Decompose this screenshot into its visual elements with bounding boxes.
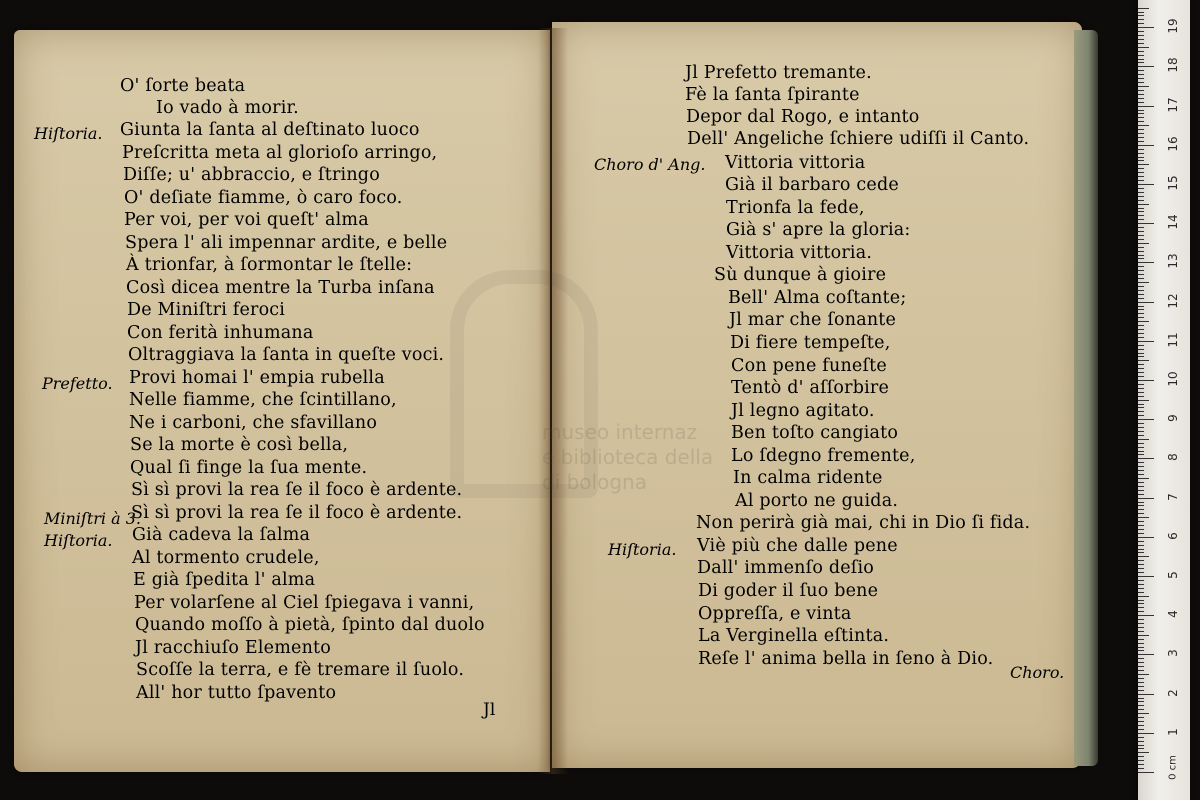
ruler-tick xyxy=(1138,329,1144,330)
verse-line: Vittoria vittoria xyxy=(725,153,866,173)
verse-line: Ne i carboni, che sfavillano xyxy=(129,413,378,433)
verse-line: Jl Prefetto tremante. xyxy=(685,63,872,83)
verse-line: Nelle fiamme, che ſcintillano, xyxy=(129,390,397,410)
verse-line: All' hor tutto ſpavento xyxy=(136,683,337,703)
ruler-tick xyxy=(1138,145,1154,146)
ruler-tick xyxy=(1138,102,1144,103)
verse-line: O' deſiate fiamme, ò caro foco. xyxy=(124,188,403,208)
ruler-tick xyxy=(1138,686,1144,687)
ruler-tick xyxy=(1138,584,1144,585)
ruler-tick xyxy=(1138,66,1154,67)
ruler-tick xyxy=(1138,564,1144,565)
ruler-tick xyxy=(1138,509,1144,510)
ruler-tick xyxy=(1138,235,1144,236)
ruler-tick xyxy=(1138,596,1149,597)
verse-line: Già cadeva la ſalma xyxy=(132,525,311,545)
ruler-tick xyxy=(1138,741,1144,742)
ruler-tick xyxy=(1138,168,1144,169)
ruler-tick xyxy=(1138,380,1154,381)
ruler-tick xyxy=(1138,451,1144,452)
ruler-tick xyxy=(1138,533,1144,534)
ruler-tick xyxy=(1138,768,1144,769)
ruler-tick xyxy=(1138,690,1144,691)
ruler-tick xyxy=(1138,623,1144,624)
ruler-tick xyxy=(1138,313,1144,314)
verse-line: Viè più che dalle pene xyxy=(697,536,898,556)
ruler-tick xyxy=(1138,70,1144,71)
ruler-tick xyxy=(1138,647,1144,648)
ruler-tick xyxy=(1138,82,1144,83)
ruler-tick xyxy=(1138,552,1144,553)
book-gutter xyxy=(538,28,568,774)
ruler-tick xyxy=(1138,282,1149,283)
ruler-number: 3 xyxy=(1166,649,1180,658)
ruler-tick xyxy=(1138,580,1144,581)
ruler-tick xyxy=(1138,678,1144,679)
ruler-tick xyxy=(1138,317,1144,318)
ruler-tick xyxy=(1138,545,1144,546)
ruler-tick xyxy=(1138,196,1144,197)
ruler-number: 4 xyxy=(1166,610,1180,619)
ruler-tick xyxy=(1138,364,1144,365)
verse-line: Jl racchiuſo Elemento xyxy=(135,638,332,658)
ruler-tick xyxy=(1138,482,1144,483)
verse-line: Io vado à morir. xyxy=(156,98,299,118)
ruler-tick xyxy=(1138,309,1144,310)
ruler-tick xyxy=(1138,23,1144,24)
verse-line: Provi homai l' empia rubella xyxy=(129,368,385,388)
ruler-tick xyxy=(1138,90,1144,91)
verse-line: Ben toſto cangiato xyxy=(731,423,899,443)
ruler-tick xyxy=(1138,486,1144,487)
ruler-tick xyxy=(1138,333,1144,334)
ruler-tick xyxy=(1138,407,1144,408)
ruler-tick xyxy=(1138,505,1144,506)
ruler-tick xyxy=(1138,188,1144,189)
ruler-tick xyxy=(1138,748,1144,749)
ruler-tick xyxy=(1138,278,1144,279)
ruler-tick xyxy=(1138,521,1144,522)
ruler-tick xyxy=(1138,266,1144,267)
verse-line: In calma ridente xyxy=(733,468,883,488)
ruler-tick xyxy=(1138,325,1144,326)
speaker-label: Choro d' Ang. xyxy=(594,155,706,174)
ruler-tick xyxy=(1138,160,1144,161)
ruler-tick xyxy=(1138,650,1144,651)
ruler-tick xyxy=(1138,717,1144,718)
ruler-number: 10 xyxy=(1166,371,1180,387)
speaker-label: Hiſtoria. xyxy=(44,531,113,550)
ruler-tick xyxy=(1138,219,1144,220)
ruler-number: 6 xyxy=(1166,531,1180,540)
ruler-number: 11 xyxy=(1166,332,1180,348)
ruler-tick xyxy=(1138,494,1144,495)
verse-line: Giunta la ſanta al deſtinato luoco xyxy=(120,120,420,140)
ruler-tick xyxy=(1138,756,1144,757)
verse-line: Bell' Alma coſtante; xyxy=(728,288,907,308)
ruler-tick xyxy=(1138,133,1144,134)
ruler-tick xyxy=(1138,98,1144,99)
ruler-tick xyxy=(1138,541,1144,542)
ruler-tick xyxy=(1138,251,1144,252)
ruler-tick xyxy=(1138,513,1144,514)
verse-line: Quando moſſo à pietà, ſpinto dal duolo xyxy=(135,615,485,635)
verse-line: Diſſe; u' abbraccio, e ſtringo xyxy=(123,165,380,185)
ruler-tick xyxy=(1138,227,1144,228)
ruler-tick xyxy=(1138,180,1144,181)
verse-line: Reſe l' anima bella in ſeno à Dio. xyxy=(698,649,994,669)
ruler-tick xyxy=(1138,384,1144,385)
ruler-number: 14 xyxy=(1166,214,1180,230)
ruler-tick xyxy=(1138,153,1144,154)
ruler-tick xyxy=(1138,537,1154,538)
ruler-tick xyxy=(1138,47,1149,48)
catchword: Jl xyxy=(483,700,496,720)
ruler-tick xyxy=(1138,243,1149,244)
ruler-tick xyxy=(1138,462,1144,463)
ruler-tick xyxy=(1138,86,1149,87)
verse-line: Non perirà già mai, chi in Dio ſi fida. xyxy=(696,513,1031,533)
ruler-tick xyxy=(1138,733,1154,734)
ruler-number: 16 xyxy=(1166,136,1180,152)
ruler-tick xyxy=(1138,588,1144,589)
verse-line: Se la morte è così bella, xyxy=(130,435,349,455)
ruler-tick xyxy=(1138,129,1144,130)
ruler-tick xyxy=(1138,360,1149,361)
ruler-tick xyxy=(1138,392,1144,393)
ruler-tick xyxy=(1138,729,1144,730)
ruler-tick xyxy=(1138,576,1154,577)
ruler-tick xyxy=(1138,15,1144,16)
ruler-number: 2 xyxy=(1166,688,1180,697)
ruler-tick xyxy=(1138,208,1144,209)
ruler-tick xyxy=(1138,423,1144,424)
verse-line: Fè la ſanta ſpirante xyxy=(685,85,860,105)
ruler-tick xyxy=(1138,635,1149,636)
ruler-tick xyxy=(1138,415,1144,416)
ruler-tick xyxy=(1138,353,1144,354)
ruler-tick xyxy=(1138,439,1149,440)
verse-line: Vittoria vittoria. xyxy=(726,243,873,263)
ruler-tick xyxy=(1138,290,1144,291)
ruler-tick xyxy=(1138,200,1144,201)
ruler-tick xyxy=(1138,78,1144,79)
ruler-tick xyxy=(1138,549,1144,550)
verse-line: Con pene funeſte xyxy=(731,356,887,376)
ruler-tick xyxy=(1138,400,1149,401)
ruler-tick xyxy=(1138,658,1144,659)
ruler-tick xyxy=(1138,51,1144,52)
ruler-tick xyxy=(1138,431,1144,432)
ruler-tick xyxy=(1138,137,1144,138)
ruler-tick xyxy=(1138,341,1154,342)
ruler-tick xyxy=(1138,705,1144,706)
verse-line: Spera l' ali impennar ardite, e belle xyxy=(125,233,448,253)
speaker-label: Hiſtoria. xyxy=(608,540,677,559)
ruler-tick xyxy=(1138,204,1149,205)
ruler-tick xyxy=(1138,8,1149,9)
ruler-tick xyxy=(1138,157,1144,158)
ruler-tick xyxy=(1138,239,1144,240)
ruler-tick xyxy=(1138,388,1144,389)
ruler-tick xyxy=(1138,113,1144,114)
ruler-tick xyxy=(1138,682,1144,683)
ruler-tick xyxy=(1138,117,1144,118)
verse-line: Al porto ne guida. xyxy=(735,491,899,511)
ruler-number: 9 xyxy=(1166,414,1180,423)
verse-line: Jl legno agitato. xyxy=(731,401,875,421)
verse-line: Tentò d' aſſorbire xyxy=(731,378,890,398)
ruler-tick xyxy=(1138,372,1144,373)
ruler-tick xyxy=(1138,262,1154,263)
verse-line: Dall' immenſo deſio xyxy=(697,558,874,578)
ruler-tick xyxy=(1138,427,1144,428)
ruler-tick xyxy=(1138,55,1144,56)
ruler-tick xyxy=(1138,764,1144,765)
ruler-number: 5 xyxy=(1166,571,1180,579)
ruler-tick xyxy=(1138,666,1144,667)
verse-line: Di fiere tempeſte, xyxy=(730,333,891,353)
ruler-tick xyxy=(1138,474,1144,475)
verse-line: La Verginella eſtinta. xyxy=(698,626,890,646)
ruler-tick xyxy=(1138,560,1144,561)
verse-line: Preſcritta meta al glorioſo arringo, xyxy=(122,143,438,163)
ruler-tick xyxy=(1138,643,1144,644)
ruler-tick xyxy=(1138,110,1144,111)
ruler-tick xyxy=(1138,149,1144,150)
ruler-tick xyxy=(1138,141,1144,142)
verse-line: Jl mar che ſonante xyxy=(729,310,897,330)
verse-line: Sù dunque à gioire xyxy=(714,265,887,285)
ruler-tick xyxy=(1138,59,1144,60)
ruler-tick xyxy=(1138,752,1149,753)
ruler-tick xyxy=(1138,31,1144,32)
ruler-tick xyxy=(1138,223,1154,224)
ruler-tick xyxy=(1138,760,1144,761)
verse-line: Lo ſdegno fremente, xyxy=(731,446,916,466)
ruler-tick xyxy=(1138,713,1149,714)
verse-line: Al tormento crudele, xyxy=(132,548,320,568)
ruler-tick xyxy=(1138,121,1144,122)
ruler-tick xyxy=(1138,698,1144,699)
ruler-tick xyxy=(1138,215,1144,216)
ruler-tick xyxy=(1138,701,1144,702)
ruler-tick xyxy=(1138,172,1144,173)
ruler-tick xyxy=(1138,674,1149,675)
ruler-tick xyxy=(1138,694,1154,695)
verse-line: Già s' apre la gloria: xyxy=(726,220,911,240)
speaker-label: Prefetto. xyxy=(42,374,113,393)
ruler-tick xyxy=(1138,419,1154,420)
ruler-tick xyxy=(1138,106,1154,107)
verse-line: Per voi, per voi queſt' alma xyxy=(124,210,369,230)
ruler-number: 19 xyxy=(1166,18,1180,34)
ruler-tick xyxy=(1138,498,1154,499)
catchword: Choro. xyxy=(1010,663,1065,682)
ruler-tick xyxy=(1138,321,1149,322)
ruler-tick xyxy=(1138,619,1144,620)
verse-line: E già ſpedita l' alma xyxy=(133,570,316,590)
ruler-tick xyxy=(1138,525,1144,526)
ruler-tick xyxy=(1138,568,1144,569)
ruler-tick xyxy=(1138,654,1154,655)
ruler-tick xyxy=(1138,490,1144,491)
verse-line: Così dicea mentre la Turba inſana xyxy=(126,278,435,298)
ruler-tick xyxy=(1138,258,1144,259)
ruler-tick xyxy=(1138,447,1144,448)
verse-line: Di goder il ſuo bene xyxy=(698,581,879,601)
ruler-number: 17 xyxy=(1166,96,1180,113)
verse-line: Sì sì provi la rea ſe il foco è ardente. xyxy=(131,503,463,523)
ruler-tick xyxy=(1138,231,1144,232)
measuring-ruler xyxy=(1138,0,1190,800)
verse-line: Scoſſe la terra, e fè tremare il ſuolo. xyxy=(136,660,465,680)
ruler-number: 15 xyxy=(1166,175,1180,191)
ruler-tick xyxy=(1138,607,1144,608)
ruler-tick xyxy=(1138,12,1144,13)
ruler-tick xyxy=(1138,298,1144,299)
ruler-tick xyxy=(1138,255,1144,256)
ruler-tick xyxy=(1138,404,1144,405)
ruler-tick xyxy=(1138,192,1144,193)
ruler-tick xyxy=(1138,615,1154,616)
ruler-tick xyxy=(1138,396,1144,397)
ruler-tick xyxy=(1138,164,1149,165)
speaker-label: Hiſtoria. xyxy=(34,124,103,143)
ruler-unit-label: 0 cm xyxy=(1167,755,1179,780)
ruler-tick xyxy=(1138,639,1144,640)
ruler-tick xyxy=(1138,184,1154,185)
ruler-tick xyxy=(1138,435,1144,436)
ruler-tick xyxy=(1138,466,1144,467)
verse-line: Oppreſſa, e vinta xyxy=(698,604,852,624)
ruler-tick xyxy=(1138,556,1149,557)
verse-line: O' ſorte beata xyxy=(120,76,246,96)
verse-line: Qual ſi finge la ſua mente. xyxy=(130,458,368,478)
verse-line: Per volarſene al Ciel ſpiegava i vanni, xyxy=(134,593,475,613)
verse-line: Con ferità inhumana xyxy=(127,323,314,343)
ruler-tick xyxy=(1138,721,1144,722)
ruler-tick xyxy=(1138,62,1144,63)
ruler-number: 18 xyxy=(1166,57,1180,74)
ruler-tick xyxy=(1138,529,1144,530)
ruler-tick xyxy=(1138,39,1144,40)
ruler-tick xyxy=(1138,356,1144,357)
ruler-tick xyxy=(1138,443,1144,444)
ruler-tick xyxy=(1138,294,1144,295)
ruler-tick xyxy=(1138,368,1144,369)
verse-line: De Miniſtri feroci xyxy=(127,300,286,320)
verse-line: Già il barbaro cede xyxy=(725,175,899,195)
verse-line: Oltraggiava la ſanta in queſte voci. xyxy=(128,345,445,365)
ruler-number: 13 xyxy=(1166,253,1180,270)
ruler-tick xyxy=(1138,670,1144,671)
ruler-tick xyxy=(1138,74,1144,75)
ruler-tick xyxy=(1138,772,1154,773)
ruler-tick xyxy=(1138,286,1144,287)
ruler-tick xyxy=(1138,27,1154,28)
ruler-tick xyxy=(1138,94,1144,95)
ruler-tick xyxy=(1138,517,1149,518)
verse-line: À trionfar, à ſormontar le ſtelle: xyxy=(126,255,413,275)
ruler-tick xyxy=(1138,211,1144,212)
verse-line: Depor dal Rogo, e intanto xyxy=(686,107,920,127)
ruler-tick xyxy=(1138,458,1154,459)
ruler-tick xyxy=(1138,603,1144,604)
ruler-tick xyxy=(1138,631,1144,632)
ruler-tick xyxy=(1138,611,1144,612)
ruler-tick xyxy=(1138,345,1144,346)
ruler-tick xyxy=(1138,176,1144,177)
ruler-tick xyxy=(1138,627,1144,628)
ruler-tick xyxy=(1138,337,1144,338)
verse-line: Trionfa la fede, xyxy=(726,198,865,218)
ruler-tick xyxy=(1138,470,1144,471)
ruler-tick xyxy=(1138,274,1144,275)
ruler-tick xyxy=(1138,709,1144,710)
ruler-tick xyxy=(1138,411,1144,412)
verse-line: Dell' Angeliche ſchiere udiſſi il Canto. xyxy=(687,129,1030,149)
ruler-tick xyxy=(1138,478,1149,479)
ruler-tick xyxy=(1138,725,1144,726)
ruler-tick xyxy=(1138,306,1144,307)
ruler-tick xyxy=(1138,745,1144,746)
ruler-number: 1 xyxy=(1166,727,1180,736)
verse-line: Sì sì provi la rea ſe il foco è ardente. xyxy=(131,480,463,500)
ruler-tick xyxy=(1138,662,1144,663)
ruler-tick xyxy=(1138,376,1144,377)
ruler-tick xyxy=(1138,349,1144,350)
ruler-tick xyxy=(1138,35,1144,36)
ruler-tick xyxy=(1138,502,1144,503)
ruler-tick xyxy=(1138,572,1144,573)
speaker-label: Miniſtri à 3. xyxy=(44,509,142,528)
ruler-tick xyxy=(1138,270,1144,271)
ruler-number: 12 xyxy=(1166,292,1180,309)
ruler-number: 7 xyxy=(1166,492,1180,501)
ruler-tick xyxy=(1138,125,1149,126)
ruler-tick xyxy=(1138,43,1144,44)
ruler-tick xyxy=(1138,454,1144,455)
ruler-tick xyxy=(1138,600,1144,601)
ruler-tick xyxy=(1138,592,1144,593)
page-edge xyxy=(1074,30,1098,766)
ruler-tick xyxy=(1138,302,1154,303)
ruler-tick xyxy=(1138,737,1144,738)
ruler-tick xyxy=(1138,19,1144,20)
ruler-number: 8 xyxy=(1166,453,1180,462)
ruler-tick xyxy=(1138,247,1144,248)
